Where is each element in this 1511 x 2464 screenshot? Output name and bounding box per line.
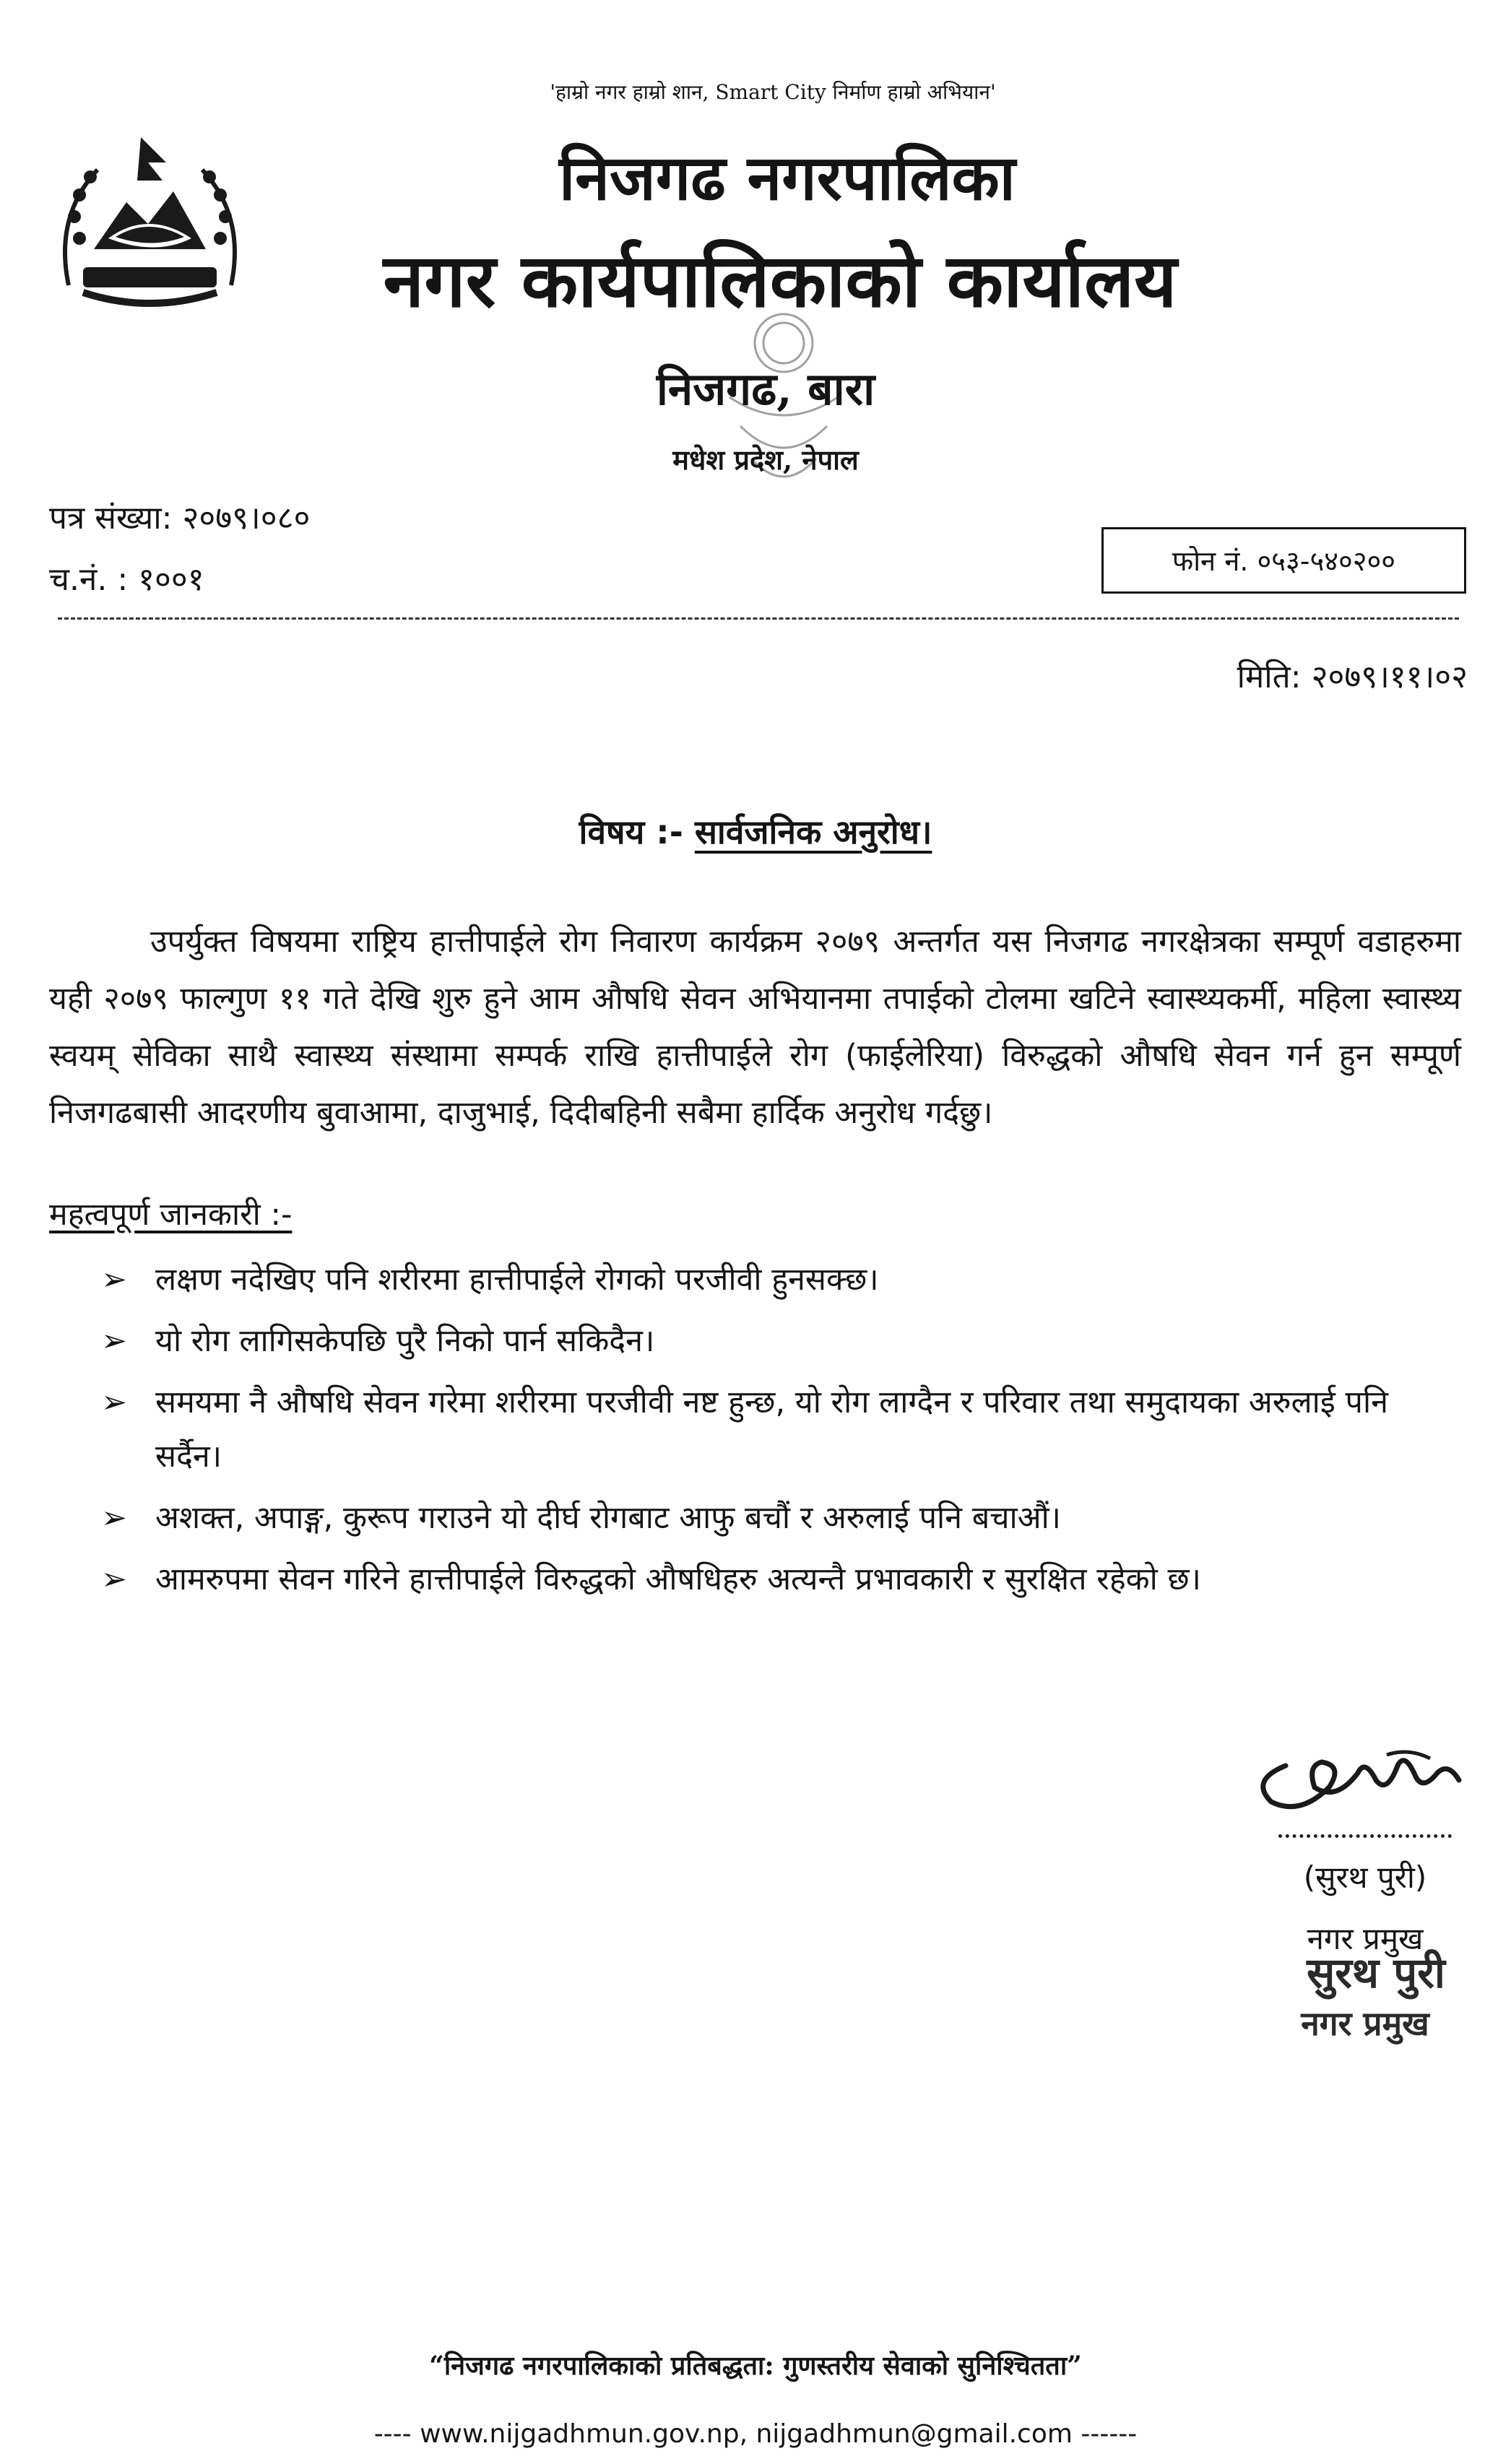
subject-value: सार्वजनिक अनुरोध। <box>694 812 932 851</box>
signatory-role: नगर प्रमुख <box>1307 1921 1424 1956</box>
subject-line <box>0 809 1511 854</box>
reference-label: पत्र संख्या: <box>49 500 173 537</box>
footer-contact: ---- www.nijgadhmun.gov.np, nijgadhmun@gmail.com ------ <box>373 2419 1138 2449</box>
phone-label: फोन नं. <box>1172 545 1249 577</box>
reference-value: २०७९।०८० <box>182 500 311 537</box>
list-item: ➢ समयमा नै औषधि सेवन गरेमा शरीरमा परजीवी नष्ट हुन्छ, यो रोग लाग्दैन र परिवार तथा समुदायका अरुलाई पनि सर्दैन। <box>101 1376 1459 1484</box>
phone-box <box>1101 527 1466 594</box>
arrow-bullet-icon: ➢ <box>101 1262 128 1298</box>
list-item: ➢ यो रोग लागिसकेपछि पुरै निको पार्न सकिदैन। <box>101 1314 1459 1368</box>
header-tagline: 'हाम्रो नगर हाम्रो शान, Smart City निर्माण हाम्रो अभियान' <box>550 80 996 104</box>
list-item: ➢ अशक्त, अपाङ्ग, कुरूप गराउने यो दीर्घ रोगबाट आफु बचौं र अरुलाई पनि बचाऔं। <box>101 1491 1459 1545</box>
info-heading: महत्वपूर्ण जानकारी :- <box>49 1197 293 1233</box>
dispatch-value: १००१ <box>138 561 204 598</box>
dispatch-label: च.नं. : <box>49 561 129 598</box>
municipality-name: निजगढ नगरपालिका <box>559 142 1016 214</box>
letter-body: उपर्युक्त विषयमा राष्ट्रिय हात्तीपाईले रोग निवारण कार्यक्रम २०७९ अन्तर्गत यस निजगढ नगरक्षेत्रका सम्पूर्ण वडाहरुमा यही २०७९ फाल्गुण ११ गते देखि शुरु हुने आम औषधि सेवन अभियानमा तपाईको टोलमा खटिने स्वास्थ्यकर्मी, महिला स्वास्थ्य स्वयम् सेविका साथै स्वास्थ्य संस्थामा सम्पर्क राखि हात्तीपाईले रोग (फाईलेरिया) विरुद्धको औषधि सेवन गर्न हुन सम्पूर्ण निजगढबासी आदरणीय बुवाआमा, दाजुभाई, दिदीबहिनी सबैमा हार्दिक अनुरोध गर्दछु। <box>49 924 1461 1131</box>
province-name: मधेश प्रदेश, नेपाल <box>672 443 859 476</box>
subject-label: विषय :- <box>579 812 683 851</box>
list-item: ➢ आमरुपमा सेवन गरिने हात्तीपाईले विरुद्धको औषधिहरु अत्यन्तै प्रभावकारी र सुरक्षित रहेको छ। <box>101 1553 1459 1607</box>
nepal-emblem-icon <box>40 130 260 321</box>
list-item: ➢ लक्षण नदेखिए पनि शरीरमा हात्तीपाईले रोगको परजीवी हुनसक्छ। <box>101 1253 1459 1307</box>
header-divider <box>58 617 1459 620</box>
date-value: २०७९।११।०२ <box>1311 659 1468 695</box>
date-label: मिति: <box>1237 659 1302 695</box>
arrow-bullet-icon: ➢ <box>101 1500 128 1536</box>
place-name: निजगढ, बारा <box>656 363 875 415</box>
phone-value: ०५३-५४०२०० <box>1257 545 1396 577</box>
arrow-bullet-icon: ➢ <box>101 1561 128 1597</box>
name-seal: सुरथ पुरी <box>1307 1948 1445 1997</box>
arrow-bullet-icon: ➢ <box>101 1323 128 1359</box>
reference-number <box>49 495 310 538</box>
info-list <box>101 1253 1459 1614</box>
dispatch-number <box>49 556 204 599</box>
role-seal: नगर प्रमुख <box>1301 2004 1429 2043</box>
signature-icon <box>1242 1722 1473 1831</box>
footer-motto: “निजगढ नगरपालिकाको प्रतिबद्धता: गुणस्तरीय सेवाको सुनिश्चितता” <box>429 2351 1082 2381</box>
arrow-bullet-icon: ➢ <box>101 1384 128 1420</box>
signatory-name: (सुरथ पुरी) <box>1303 1860 1427 1895</box>
office-name: नगर कार्यपालिकाको कार्यालय <box>383 238 1177 324</box>
letter-date <box>1237 654 1468 697</box>
signature-line <box>1278 1834 1452 1838</box>
